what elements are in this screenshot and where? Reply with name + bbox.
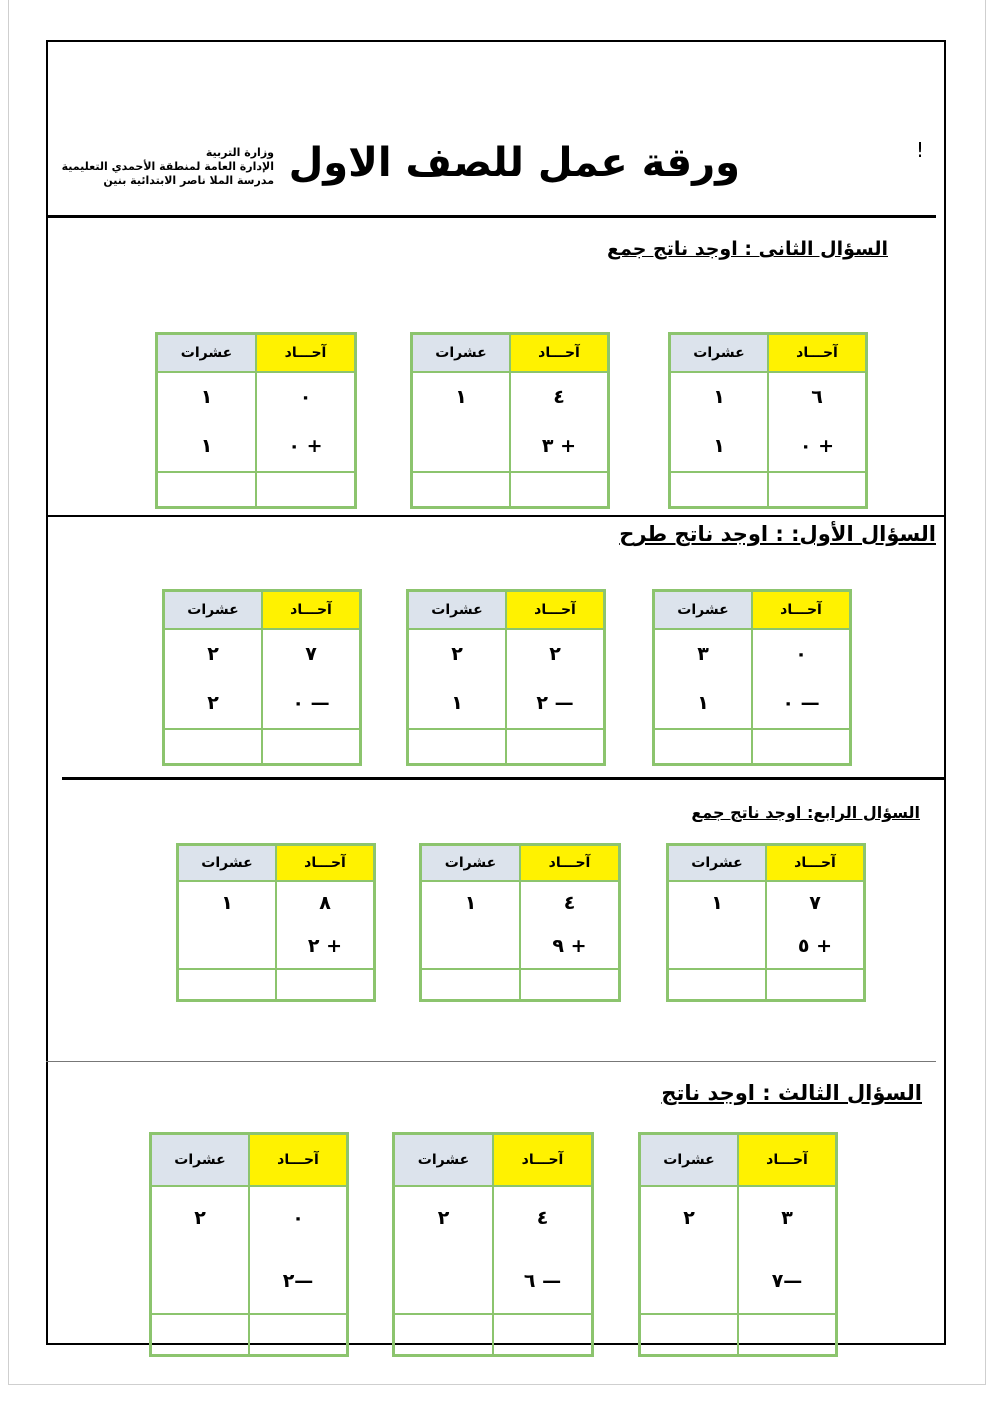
answer-ones-cell[interactable] [493,1314,593,1356]
ones-header: آحـــاد [493,1134,593,1186]
place-value-table [176,843,376,1002]
tens-header: عشرات [408,591,507,629]
section-divider-3 [46,1061,936,1062]
paper-edge-bottom [8,1384,986,1385]
place-value-table [668,332,868,509]
top-ones-digit: ٢ [506,629,605,679]
section-title-addition-2: السؤال الرابع: اوجد ناتج جمع [691,803,920,822]
bottom-ones-digit: ٢ — [506,679,605,729]
top-tens-digit: ١ [421,881,521,925]
answer-ones-cell[interactable] [752,729,851,765]
tens-header: عشرات [654,591,753,629]
tens-header: عشرات [157,334,257,372]
top-ones-digit: ٠ [249,1186,348,1250]
top-tens-digit: ٢ [151,1186,250,1250]
answer-tens-cell[interactable] [668,969,767,1001]
answer-tens-cell[interactable] [421,969,521,1001]
bottom-tens-digit: ١ [157,422,257,472]
answer-ones-cell[interactable] [738,1314,837,1356]
bottom-ones-digit: ٩ + [520,925,620,969]
bottom-ones-digit: ٥ + [766,925,865,969]
section-divider-2 [62,777,946,780]
school-line: مدرسة الملا ناصر الابتدائية بنين [103,174,274,187]
top-tens-digit: ٢ [408,629,507,679]
answer-tens-cell[interactable] [178,969,277,1001]
answer-ones-cell[interactable] [520,969,620,1001]
answer-ones-cell[interactable] [262,729,361,765]
bottom-ones-digit: ٠ — [262,679,361,729]
top-tens-digit: ١ [668,881,767,925]
bottom-ones-digit: ٧— [738,1250,837,1314]
ones-header: آحـــاد [506,591,605,629]
top-tens-digit: ١ [157,372,257,422]
place-value-table [162,589,362,766]
tens-header: عشرات [421,845,521,881]
bottom-ones-digit: ٠ + [256,422,356,472]
top-tens-digit: ٣ [654,629,753,679]
answer-tens-cell[interactable] [164,729,263,765]
place-value-table [155,332,357,509]
place-value-table [666,843,866,1002]
ones-header: آحـــاد [738,1134,837,1186]
top-ones-digit: ٠ [752,629,851,679]
bottom-ones-digit: ٢ + [276,925,375,969]
bottom-tens-digit [640,1250,739,1314]
answer-ones-cell[interactable] [510,472,609,508]
district-line: الإدارة العامة لمنطقة الأحمدي التعليمية [61,160,274,173]
answer-tens-cell[interactable] [157,472,257,508]
tens-header: عشرات [164,591,263,629]
place-value-table [406,589,606,766]
top-tens-digit: ٢ [394,1186,494,1250]
tens-header: عشرات [178,845,277,881]
bottom-tens-digit: ١ [408,679,507,729]
top-tens-digit: ٢ [640,1186,739,1250]
section-title-addition-1: السؤال الثانى : اوجد ناتج جمع [607,238,888,260]
bottom-ones-digit: ٢— [249,1250,348,1314]
top-tens-digit: ٢ [164,629,263,679]
bottom-tens-digit [151,1250,250,1314]
place-value-table [419,843,621,1002]
answer-ones-cell[interactable] [249,1314,348,1356]
top-tens-digit: ١ [670,372,769,422]
top-tens-digit: ١ [412,372,511,422]
answer-ones-cell[interactable] [506,729,605,765]
top-ones-digit: ٨ [276,881,375,925]
answer-tens-cell[interactable] [670,472,769,508]
answer-ones-cell[interactable] [256,472,356,508]
answer-tens-cell[interactable] [412,472,511,508]
place-value-table [149,1132,349,1357]
answer-tens-cell[interactable] [654,729,753,765]
answer-tens-cell[interactable] [394,1314,494,1356]
top-ones-digit: ٣ [738,1186,837,1250]
top-ones-digit: ٤ [493,1186,593,1250]
answer-ones-cell[interactable] [766,969,865,1001]
ministry-line: وزارة التربية [205,146,274,159]
stray-mark: ! [916,138,925,162]
bottom-tens-digit: ١ [670,422,769,472]
section-divider-1 [46,515,946,517]
top-ones-digit: ٦ [768,372,867,422]
ministry-block [62,146,274,188]
answer-tens-cell[interactable] [151,1314,250,1356]
top-ones-digit: ٧ [766,881,865,925]
tens-header: عشرات [151,1134,250,1186]
top-ones-digit: ٤ [520,881,620,925]
section-title-subtraction-1: السؤال الأول: : اوجد ناتج طرح [619,522,936,546]
bottom-tens-digit [178,925,277,969]
ones-header: آحـــاد [510,334,609,372]
paper-edge-left [8,0,9,1384]
tens-header: عشرات [640,1134,739,1186]
paper-edge-right [985,0,986,1384]
bottom-ones-digit: ٣ + [510,422,609,472]
top-ones-digit: ٠ [256,372,356,422]
ones-header: آحـــاد [249,1134,348,1186]
bottom-tens-digit: ٢ [164,679,263,729]
answer-tens-cell[interactable] [640,1314,739,1356]
tens-header: عشرات [668,845,767,881]
bottom-tens-digit [421,925,521,969]
ones-header: آحـــاد [520,845,620,881]
answer-tens-cell[interactable] [408,729,507,765]
top-ones-digit: ٧ [262,629,361,679]
place-value-table [392,1132,594,1357]
answer-ones-cell[interactable] [768,472,867,508]
top-ones-digit: ٤ [510,372,609,422]
ones-header: آحـــاد [766,845,865,881]
ones-header: آحـــاد [276,845,375,881]
ones-header: آحـــاد [768,334,867,372]
section-title-subtraction-2: السؤال الثالث : اوجد ناتج [661,1081,922,1105]
ones-header: آحـــاد [262,591,361,629]
place-value-table [652,589,852,766]
bottom-ones-digit: ٠ + [768,422,867,472]
bottom-ones-digit: ٦ — [493,1250,593,1314]
tens-header: عشرات [394,1134,494,1186]
bottom-tens-digit: ١ [654,679,753,729]
tens-header: عشرات [412,334,511,372]
bottom-tens-digit [394,1250,494,1314]
header-divider [46,215,936,218]
page-title: ورقة عمل للصف الاول [288,140,740,186]
tens-header: عشرات [670,334,769,372]
bottom-tens-digit [412,422,511,472]
ones-header: آحـــاد [256,334,356,372]
place-value-table [410,332,610,509]
ones-header: آحـــاد [752,591,851,629]
answer-ones-cell[interactable] [276,969,375,1001]
top-tens-digit: ١ [178,881,277,925]
bottom-ones-digit: ٠ — [752,679,851,729]
bottom-tens-digit [668,925,767,969]
place-value-table [638,1132,838,1357]
